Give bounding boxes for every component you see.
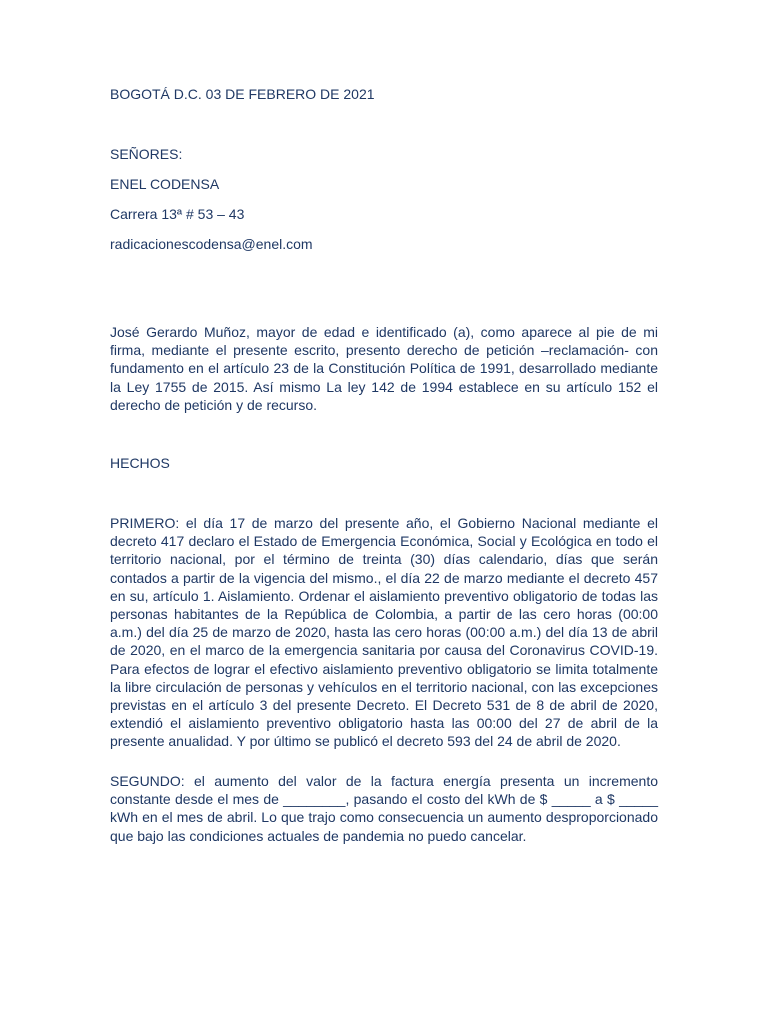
salutation: SEÑORES: — [110, 146, 183, 162]
date-line: BOGOTÁ D.C. 03 DE FEBRERO DE 2021 — [110, 86, 375, 102]
fact-paragraph-second: SEGUNDO: el aumento del valor de la factura energía presenta un incremento constante desde el mes de ________, pasando el costo del kWh de $ _____ a $ _____ kWh en el mes de abril. Lo que trajo como consecuencia un aumento desproporcionado que bajo las condiciones actuales de pandemia no puedo cancelar. — [110, 773, 658, 844]
recipient-name: ENEL CODENSA — [110, 176, 220, 192]
intro-paragraph: José Gerardo Muñoz, mayor de edad e identificado (a), como aparece al pie de mi firma, mediante el presente escrito, presento derecho de petición –reclamación- con fundamento en el artículo 23 de la Constitución Política de 1991, desarrollado mediante la Ley 1755 de 2015. Así mismo La ley 142 de 1994 establece en su artículo 152 el derecho de petición y de recurso. — [110, 324, 658, 413]
recipient-address: Carrera 13ª # 53 – 43 — [110, 206, 245, 222]
section-heading: HECHOS — [110, 455, 170, 471]
fact-paragraph-first: PRIMERO: el día 17 de marzo del presente año, el Gobierno Nacional mediante el decreto 417 declaro el Estado de Emergencia Económica, Social y Ecológica en todo el territorio nacional, por el término de treinta (30) días calendario, días que serán contados a partir de la vigencia del mismo., el día 22 de marzo mediante el decreto 457 en su, artículo 1. Aislamiento. Ordenar el aislamiento preventivo obligatorio de todas las personas habitantes de la República de Colombia, a partir de las cero horas (00:00 a.m.) del día 25 de marzo de 2020, hasta las cero horas (00:00 a.m.) del día 13 de abril de 2020, en el marco de la emergencia sanitaria por causa del Coronavirus COVID-19. Para efectos de lograr el efectivo aislamiento preventivo obligatorio se limita totalmente la libre circulación de personas y vehículos en el territorio nacional, con las excepciones previstas en el artículo 3 del presente Decreto. El Decreto 531 de 8 de abril de 2020, extendió el aislamiento preventivo obligatorio hasta las 00:00 del 27 de abril de la presente anualidad. Y por último se publicó el decreto 593 del 24 de abril de 2020. — [110, 515, 658, 750]
recipient-email: radicacionescodensa@enel.com — [110, 236, 313, 252]
